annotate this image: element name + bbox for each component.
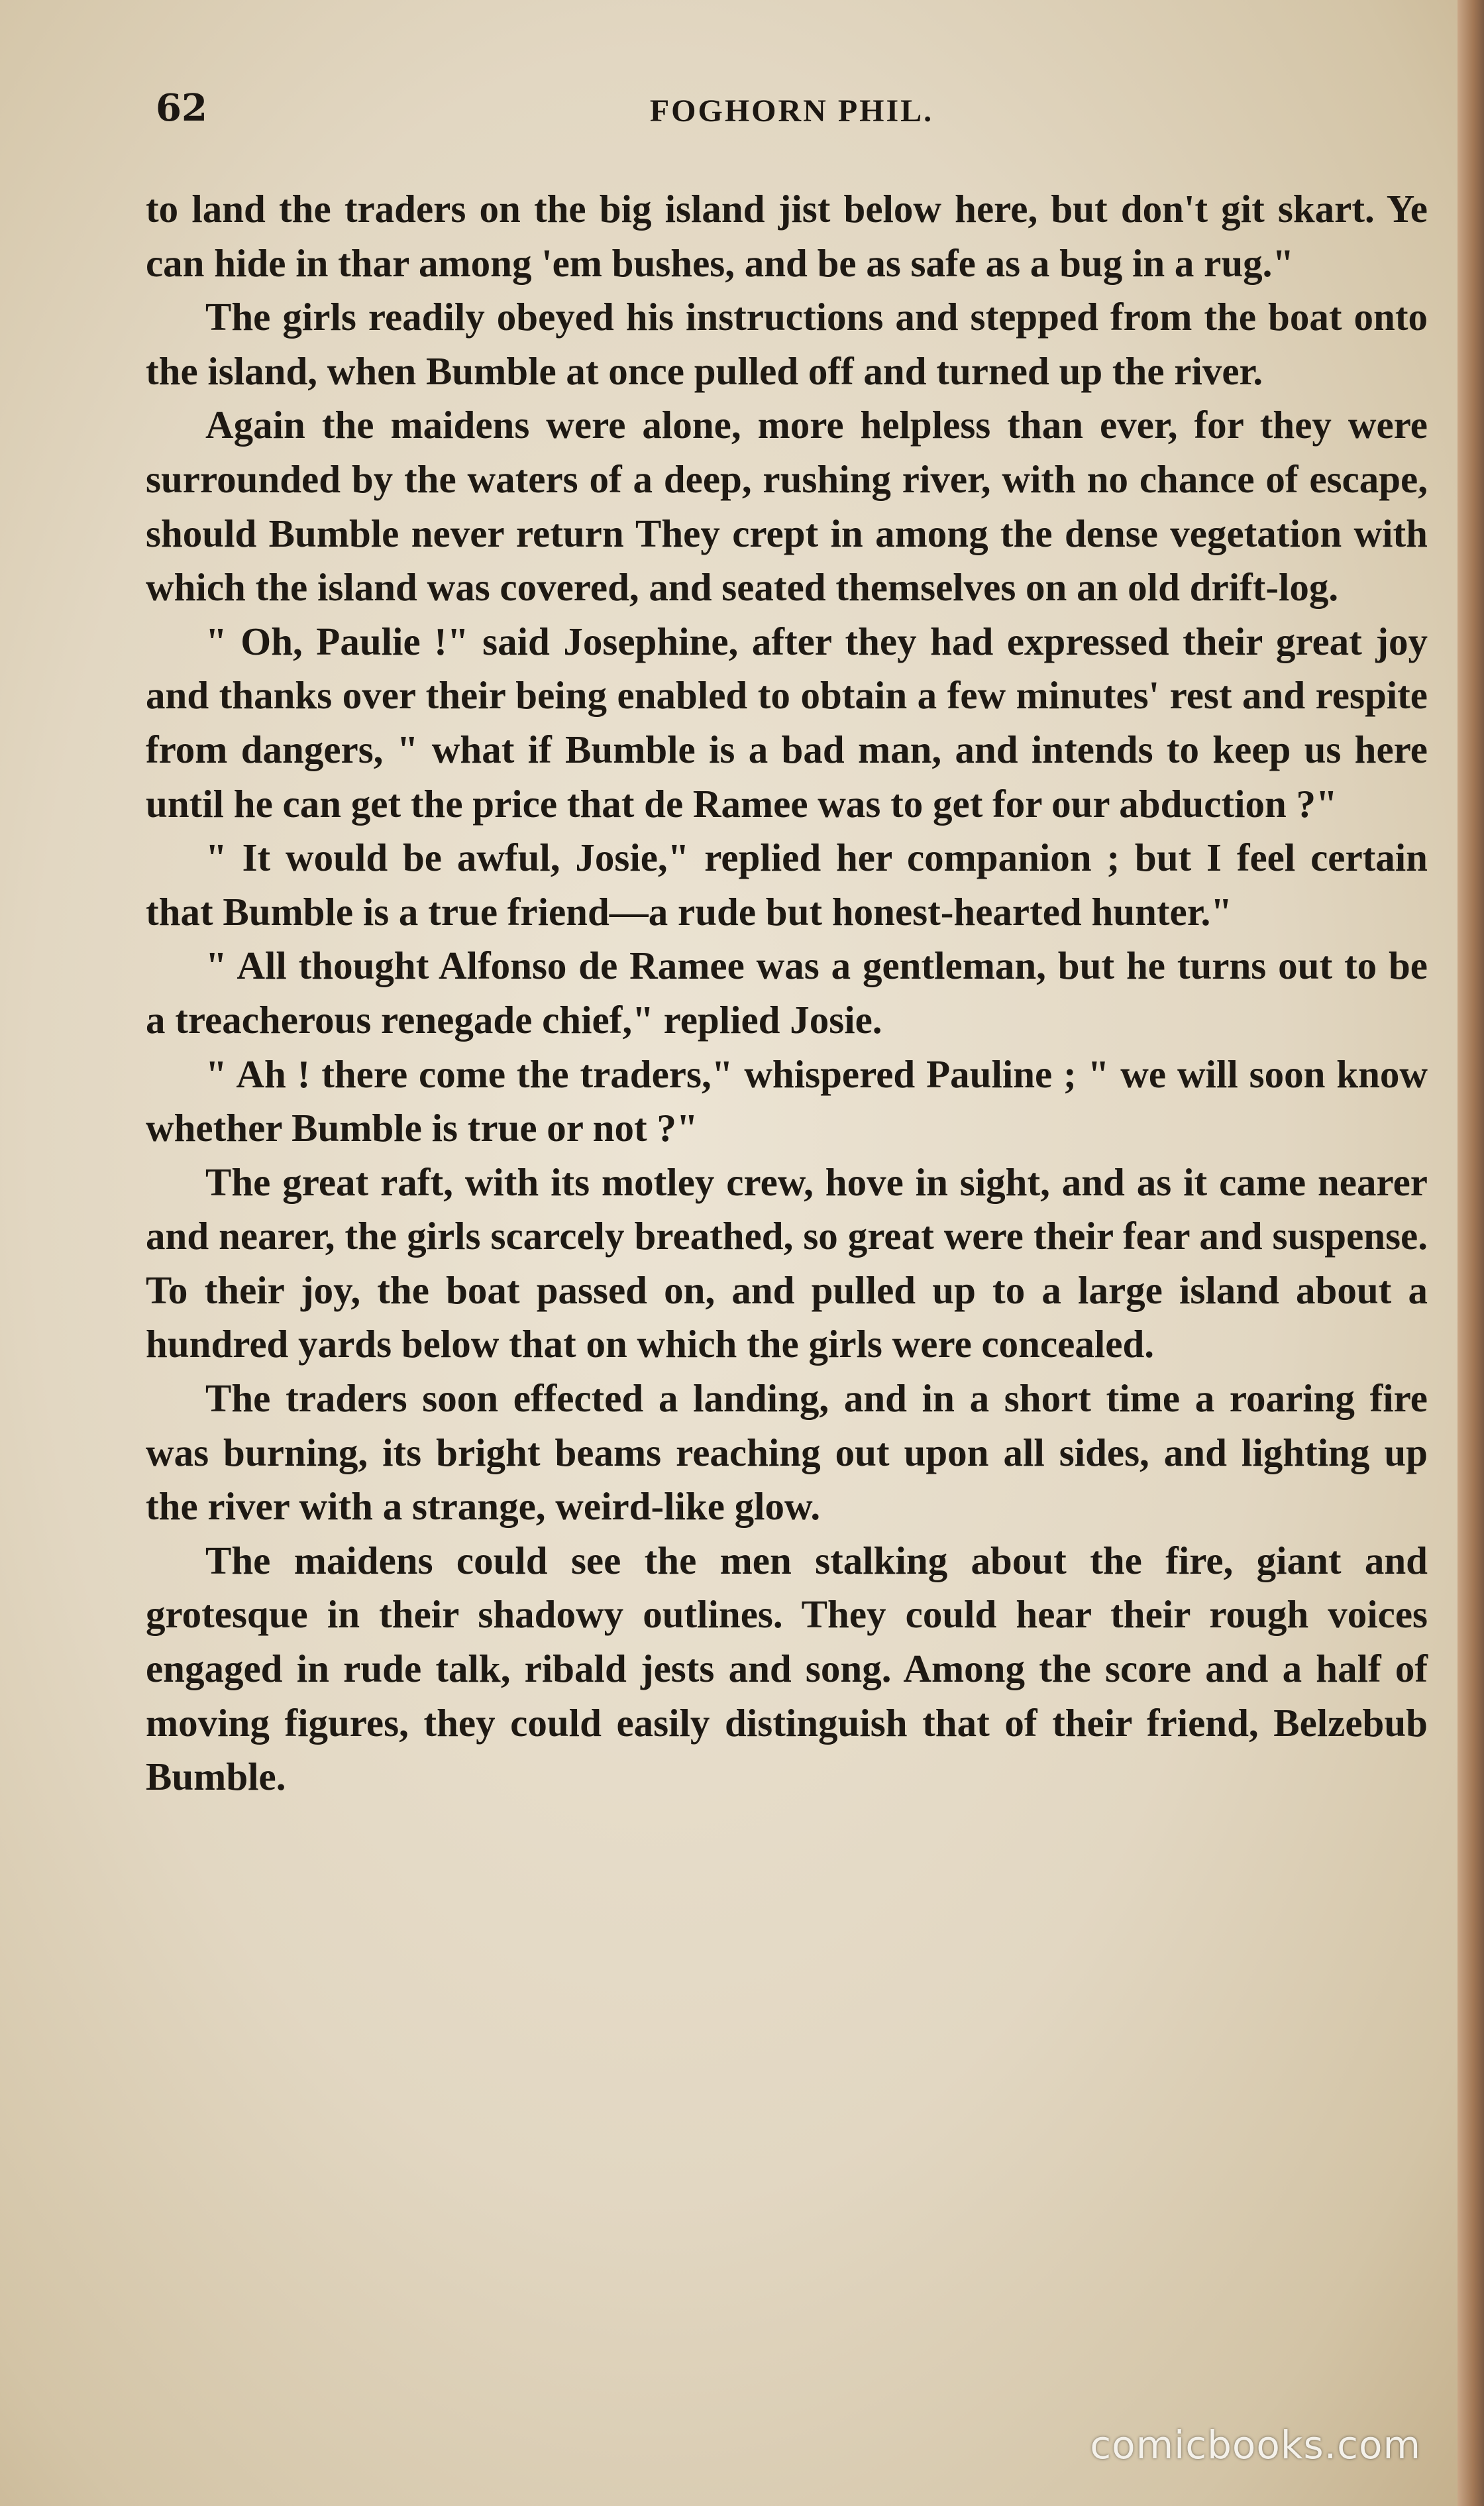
- paragraph: " All thought Alfonso de Ramee was a gentleman, but he turns out to be a treacherous renegade chief," replied Josie.: [146, 944, 1428, 1042]
- site-watermark: comicbooks.com: [1090, 2423, 1421, 2468]
- paragraph: " Oh, Paulie !" said Josephine, after they had expressed their great joy and thanks over their being enabled to obtain a few minutes' rest and respite from dangers, " what if Bumble is a bad man, and intends to keep us here until he can get the price that de Ramee was to get for our abduction ?": [146, 619, 1428, 826]
- running-title: FOGHORN PHIL.: [649, 93, 934, 129]
- paragraph: " Ah ! there come the traders," whispered Pauline ; " we will soon know whether Bumble is true or not ?": [146, 1052, 1428, 1150]
- page-number: 62: [156, 86, 207, 130]
- page-header: [156, 86, 1428, 139]
- paragraph: The girls readily obeyed his instructions and stepped from the boat onto the island, when Bumble at once pulled off and turned up the river.: [146, 295, 1428, 393]
- paragraph: to land the traders on the big island jist below here, but don't git skart. Ye can hide in thar among 'em bushes, and be as safe as a bug in a rug.": [146, 187, 1428, 285]
- paragraph: The traders soon effected a landing, and in a short time a roaring fire was burning, its bright beams reaching out upon all sides, and lighting up the river with a strange, weird-like glow.: [146, 1376, 1428, 1529]
- paragraph: The maidens could see the men stalking about the fire, giant and grotesque in their shadowy outlines. They could hear their rough voices engaged in rude talk, ribald jests and song. Among the score and a half of moving figures, they could easily distinguish that of their friend, Belzebub Bumble.: [146, 1538, 1428, 1799]
- paragraph: Again the maidens were alone, more helpless than ever, for they were surrounded by the waters of a deep, rushing river, with no chance of escape, should Bumble never return They crept in among the dense vegetation with which the island was covered, and seated themselves on an old drift-log.: [146, 403, 1428, 610]
- paragraph: The great raft, with its motley crew, hove in sight, and as it came nearer and nearer, the girls scarcely breathed, so great were their fear and suspense. To their joy, the boat passed on, and pulled up to a large island about a hundred yards below that on which the girls were concealed.: [146, 1160, 1428, 1366]
- page-edge: [1458, 0, 1484, 2506]
- body-text: [146, 182, 1428, 1804]
- paragraph: " It would be awful, Josie," replied her companion ; but I feel certain that Bumble is a true friend—a rude but honest-hearted hunter.": [146, 836, 1428, 934]
